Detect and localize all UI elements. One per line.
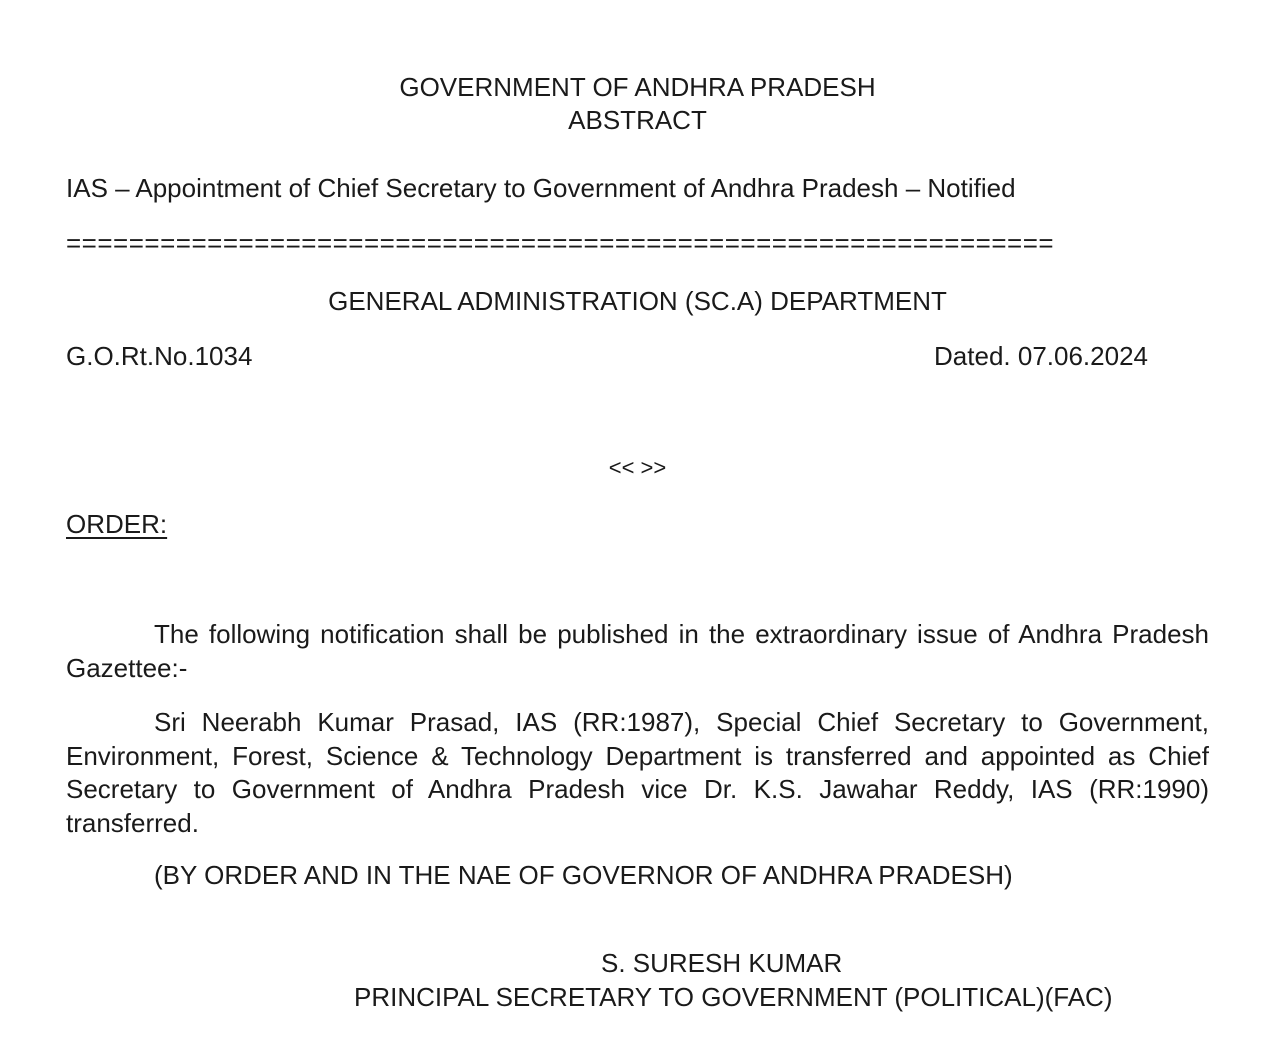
department-heading: GENERAL ADMINISTRATION (SC.A) DEPARTMENT xyxy=(328,286,947,316)
order-heading: ORDER: xyxy=(66,509,168,539)
go-number: G.O.Rt.No.1034 xyxy=(66,341,253,371)
appointment-paragraph: Sri Neerabh Kumar Prasad, IAS (RR:1987), Special Chief Secretary to Government, Environment, Forest, Science & Technology Department is transferred and appointed as Chief Secretary to Government of Andhra Pradesh vice Dr. K.S. Jawahar Reddy, IAS (RR:1990) transferred. xyxy=(66,707,1209,838)
government-order-document xyxy=(66,0,1209,1048)
by-order-line: (BY ORDER AND IN THE NAE OF GOVERNOR OF ANDHRA PRADESH) xyxy=(154,860,1013,890)
divider-mark: << >> xyxy=(608,455,667,480)
abstract-heading: ABSTRACT xyxy=(568,105,707,135)
government-title: GOVERNMENT OF ANDHRA PRADESH xyxy=(399,72,876,102)
order-date: Dated. 07.06.2024 xyxy=(934,341,1148,371)
signatory-title: PRINCIPAL SECRETARY TO GOVERNMENT (POLITICAL)(FAC) xyxy=(354,982,1113,1012)
notification-paragraph: The following notification shall be published in the extraordinary issue of Andhra Pradesh Gazettee:- xyxy=(66,619,1209,683)
signatory-name: S. SURESH KUMAR xyxy=(601,948,843,978)
subject-line: IAS – Appointment of Chief Secretary to Government of Andhra Pradesh – Notified xyxy=(66,173,1016,203)
separator-rule: =============================================================== xyxy=(66,228,1055,258)
